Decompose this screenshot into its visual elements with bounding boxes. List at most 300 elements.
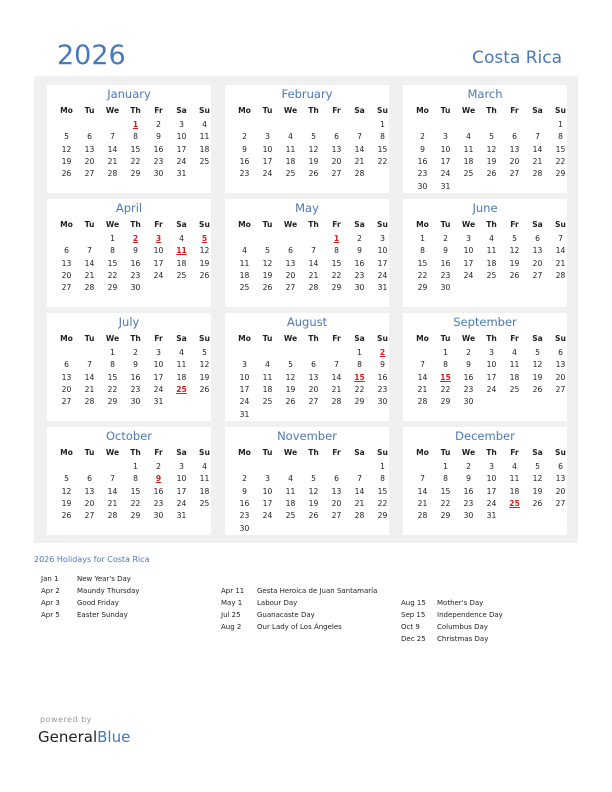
day-cell: 26 [532,384,543,394]
day-cell: 8 [443,474,448,484]
day-cell: 9 [466,360,471,370]
powered-by-label: powered by [40,715,92,724]
day-cell: 17 [377,258,388,268]
weekday-header: Sa [354,448,365,457]
day-cell: 30 [354,283,365,293]
day-cell: 7 [558,234,563,243]
day-cell: 31 [176,169,187,179]
day-cell: 29 [130,169,141,179]
day-cell: 1 [443,462,448,471]
month-january [47,85,211,193]
day-cell: 4 [179,234,184,243]
weekday-header: Fr [154,106,163,115]
day-cell: 22 [417,270,428,280]
day-cell: 20 [308,384,319,394]
day-cell: 12 [509,246,520,256]
day-cell: 11 [463,144,474,154]
day-cell: 28 [107,169,118,179]
generalblue-logo [38,728,130,746]
holiday-date: Apr 3 [41,599,60,607]
day-cell: 6 [334,474,339,484]
day-cell: 23 [153,156,164,166]
weekday-header: Fr [332,220,341,229]
holiday-day-cell: 3 [155,234,162,243]
day-cell: 23 [440,270,451,280]
day-cell: 27 [331,169,342,179]
day-cell: 21 [354,498,365,508]
day-cell: 4 [179,348,184,357]
day-cell: 2 [156,120,161,129]
day-cell: 1 [380,120,385,129]
day-cell: 4 [466,132,471,142]
day-cell: 18 [199,144,210,154]
day-cell: 19 [509,258,520,268]
day-cell: 15 [440,486,451,496]
day-cell: 16 [130,372,141,382]
day-cell: 28 [84,397,95,407]
day-cell: 27 [308,397,319,407]
day-cell: 21 [84,270,95,280]
month-name: April [115,201,143,215]
brand-general: General [38,728,98,746]
day-cell: 5 [311,474,316,484]
day-cell: 31 [440,181,451,191]
day-cell: 7 [535,132,540,142]
day-cell: 23 [239,169,250,179]
weekday-header: Th [130,106,141,115]
holiday-date: Aug 15 [401,599,426,607]
day-cell: 25 [285,169,296,179]
day-cell: 10 [262,486,273,496]
day-cell: 1 [443,348,448,357]
holiday-name: Easter Sunday [77,611,128,619]
day-cell: 8 [133,132,138,142]
holiday-name: Good Friday [77,599,119,607]
holiday-day-cell: 2 [379,348,386,357]
holiday-name: New Year's Day [77,575,131,583]
month-october [47,427,211,535]
day-cell: 8 [420,246,425,256]
weekday-header: Su [377,106,388,115]
month-december [403,427,567,535]
weekday-header: We [105,448,120,457]
weekday-header: Mo [238,106,251,115]
day-cell: 23 [354,270,365,280]
day-cell: 7 [334,360,339,370]
weekday-header: Sa [176,448,187,457]
day-cell: 2 [357,234,362,243]
holiday-day-cell: 25 [509,498,520,508]
day-cell: 29 [107,397,118,407]
day-cell: 18 [509,372,520,382]
day-cell: 23 [377,384,388,394]
day-cell: 7 [420,360,425,370]
day-cell: 4 [242,246,247,256]
day-cell: 1 [110,234,115,243]
weekday-header: Fr [154,448,163,457]
day-cell: 26 [308,511,319,521]
day-cell: 26 [486,169,497,179]
day-cell: 17 [262,498,273,508]
day-cell: 5 [512,234,517,243]
day-cell: 5 [489,132,494,142]
day-cell: 23 [153,498,164,508]
holiday-day-cell: 9 [155,474,162,484]
day-cell: 4 [265,360,270,370]
weekday-header: Tu [84,220,95,229]
day-cell: 4 [202,462,207,471]
day-cell: 29 [107,283,118,293]
month-name: September [453,315,517,329]
day-cell: 29 [377,511,388,521]
day-cell: 9 [242,144,247,154]
weekday-header: Su [377,334,388,343]
weekday-header: Fr [332,334,341,343]
day-cell: 31 [377,283,388,293]
day-cell: 16 [440,258,451,268]
weekday-header: Fr [154,334,163,343]
calendar-grid [34,76,578,543]
day-cell: 16 [130,258,141,268]
day-cell: 2 [466,462,471,471]
weekday-header: Sa [532,334,543,343]
day-cell: 12 [262,258,273,268]
day-cell: 14 [417,486,428,496]
weekday-header: We [461,448,476,457]
day-cell: 22 [377,156,388,166]
weekday-header: Fr [332,448,341,457]
weekday-header: Fr [510,220,519,229]
day-cell: 24 [262,511,273,521]
day-cell: 15 [377,486,388,496]
weekday-header: Fr [510,106,519,115]
weekday-header: Tu [262,448,273,457]
holiday-name: Gesta Heroica de Juan Santamaría [257,587,378,595]
day-cell: 14 [84,372,95,382]
day-cell: 24 [176,156,187,166]
weekday-header: Mo [416,220,429,229]
day-cell: 21 [417,384,428,394]
day-cell: 13 [61,258,72,268]
day-cell: 19 [199,372,210,382]
day-cell: 24 [176,498,187,508]
day-cell: 13 [84,486,95,496]
day-cell: 22 [331,270,342,280]
month-name: October [105,429,153,443]
weekday-header: Sa [532,106,543,115]
weekday-header: Tu [440,106,451,115]
day-cell: 26 [199,270,210,280]
day-cell: 26 [199,384,210,394]
day-cell: 9 [242,486,247,496]
day-cell: 11 [199,132,210,142]
day-cell: 15 [107,258,118,268]
day-cell: 5 [311,132,316,142]
day-cell: 2 [242,132,247,142]
day-cell: 26 [509,270,520,280]
day-cell: 22 [130,498,141,508]
day-cell: 24 [239,397,250,407]
day-cell: 1 [357,348,362,357]
weekday-header: We [283,334,298,343]
day-cell: 10 [176,474,187,484]
holiday-day-cell: 25 [176,384,187,394]
day-cell: 11 [239,258,250,268]
day-cell: 9 [357,246,362,256]
day-cell: 17 [153,372,164,382]
weekday-header: Th [486,448,497,457]
day-cell: 14 [331,372,342,382]
day-cell: 23 [417,169,428,179]
day-cell: 3 [466,234,471,243]
weekday-header: Sa [176,220,187,229]
weekday-header: Mo [60,106,73,115]
holiday-name: Christmas Day [437,635,489,643]
day-cell: 11 [509,360,520,370]
day-cell: 27 [61,397,72,407]
weekday-header: We [105,334,120,343]
day-cell: 7 [311,246,316,256]
weekday-header: Fr [510,334,519,343]
month-name: August [286,315,328,329]
day-cell: 16 [417,156,428,166]
day-cell: 3 [242,360,247,370]
holiday-date: Jan 1 [41,575,59,583]
weekday-header: Tu [84,106,95,115]
weekday-header: We [283,106,298,115]
day-cell: 17 [176,486,187,496]
day-cell: 22 [107,384,118,394]
month-name: May [295,201,319,215]
day-cell: 18 [199,486,210,496]
weekday-header: Sa [532,220,543,229]
day-cell: 20 [555,486,566,496]
month-april [47,199,211,307]
weekday-header: Su [555,448,566,457]
day-cell: 9 [380,360,385,370]
day-cell: 20 [84,498,95,508]
day-cell: 31 [486,511,497,521]
day-cell: 15 [555,144,566,154]
day-cell: 12 [486,144,497,154]
page-title-year: 2026 [57,40,126,71]
day-cell: 12 [199,360,210,370]
day-cell: 30 [463,511,474,521]
day-cell: 27 [61,283,72,293]
holiday-date: May 1 [221,599,243,607]
day-cell: 4 [202,120,207,129]
month-november [225,427,389,535]
day-cell: 11 [176,360,187,370]
brand-blue: Blue [97,728,131,746]
day-cell: 15 [130,144,141,154]
day-cell: 30 [463,397,474,407]
day-cell: 10 [153,360,164,370]
day-cell: 2 [156,462,161,471]
day-cell: 20 [285,270,296,280]
holiday-date: Oct 9 [401,623,420,631]
weekday-header: Sa [176,106,187,115]
day-cell: 14 [354,144,365,154]
holiday-name: Columbus Day [437,623,488,631]
day-cell: 25 [239,283,250,293]
day-cell: 14 [107,144,118,154]
month-september [403,313,567,421]
day-cell: 22 [354,384,365,394]
day-cell: 12 [532,360,543,370]
day-cell: 24 [486,384,497,394]
weekday-header: Fr [510,448,519,457]
day-cell: 6 [334,132,339,142]
day-cell: 28 [417,397,428,407]
day-cell: 13 [532,246,543,256]
day-cell: 25 [463,169,474,179]
day-cell: 13 [555,474,566,484]
day-cell: 4 [288,132,293,142]
day-cell: 18 [285,156,296,166]
day-cell: 5 [64,132,69,142]
day-cell: 28 [532,169,543,179]
day-cell: 25 [176,270,187,280]
day-cell: 27 [555,498,566,508]
day-cell: 14 [555,246,566,256]
day-cell: 6 [64,360,69,370]
day-cell: 20 [532,258,543,268]
day-cell: 24 [486,498,497,508]
day-cell: 13 [555,360,566,370]
day-cell: 6 [535,234,540,243]
day-cell: 25 [199,156,210,166]
day-cell: 7 [357,132,362,142]
day-cell: 5 [265,246,270,256]
weekday-header: Th [486,334,497,343]
day-cell: 9 [133,246,138,256]
day-cell: 30 [440,283,451,293]
holiday-date: Dec 25 [401,635,426,643]
day-cell: 16 [153,486,164,496]
day-cell: 17 [486,486,497,496]
weekday-header: Sa [354,334,365,343]
day-cell: 18 [176,372,187,382]
day-cell: 13 [285,258,296,268]
day-cell: 28 [417,511,428,521]
day-cell: 12 [61,144,72,154]
day-cell: 9 [466,474,471,484]
day-cell: 21 [354,156,365,166]
month-name: July [118,315,140,329]
day-cell: 29 [440,511,451,521]
day-cell: 22 [440,384,451,394]
day-cell: 10 [486,360,497,370]
day-cell: 5 [288,360,293,370]
day-cell: 3 [179,462,184,471]
weekday-header: Tu [440,220,451,229]
day-cell: 1 [133,462,138,471]
weekday-header: Mo [416,106,429,115]
day-cell: 30 [130,397,141,407]
day-cell: 29 [130,511,141,521]
day-cell: 15 [107,372,118,382]
day-cell: 28 [354,511,365,521]
weekday-header: We [105,220,120,229]
day-cell: 7 [110,474,115,484]
day-cell: 20 [61,384,72,394]
country-name: Costa Rica [472,48,562,68]
day-cell: 5 [202,348,207,357]
day-cell: 9 [420,144,425,154]
weekday-header: Tu [440,334,451,343]
holiday-name: Maundy Thursday [77,587,140,595]
day-cell: 19 [61,156,72,166]
day-cell: 21 [417,498,428,508]
day-cell: 14 [107,486,118,496]
day-cell: 16 [354,258,365,268]
weekday-header: Sa [176,334,187,343]
holiday-day-cell: 1 [333,234,340,243]
day-cell: 4 [512,462,517,471]
day-cell: 16 [239,498,250,508]
day-cell: 28 [84,283,95,293]
day-cell: 21 [308,270,319,280]
day-cell: 21 [107,156,118,166]
day-cell: 11 [199,474,210,484]
day-cell: 10 [153,246,164,256]
day-cell: 7 [87,246,92,256]
day-cell: 19 [532,372,543,382]
day-cell: 12 [61,486,72,496]
holiday-name: Mother's Day [437,599,484,607]
day-cell: 15 [130,486,141,496]
weekday-header: Tu [262,106,273,115]
day-cell: 16 [463,372,474,382]
weekday-header: Th [308,448,319,457]
month-name: November [277,429,337,443]
day-cell: 20 [84,156,95,166]
day-cell: 17 [153,258,164,268]
day-cell: 20 [61,270,72,280]
day-cell: 27 [84,169,95,179]
day-cell: 6 [288,246,293,256]
weekday-header: Th [486,106,497,115]
day-cell: 5 [535,462,540,471]
weekday-header: Mo [60,334,73,343]
holiday-date: Apr 2 [41,587,60,595]
day-cell: 30 [153,169,164,179]
day-cell: 14 [417,372,428,382]
day-cell: 27 [285,283,296,293]
day-cell: 28 [555,270,566,280]
day-cell: 3 [489,462,494,471]
weekday-header: Th [308,220,319,229]
day-cell: 22 [377,498,388,508]
day-cell: 6 [512,132,517,142]
weekday-header: Fr [332,106,341,115]
day-cell: 2 [420,132,425,142]
day-cell: 15 [331,258,342,268]
day-cell: 2 [466,348,471,357]
day-cell: 6 [558,348,563,357]
day-cell: 12 [308,486,319,496]
holiday-day-cell: 1 [132,120,139,129]
day-cell: 1 [420,234,425,243]
weekday-header: Mo [60,220,73,229]
day-cell: 9 [443,246,448,256]
weekday-header: Fr [154,220,163,229]
weekday-header: We [105,106,120,115]
holiday-date: Aug 2 [221,623,242,631]
day-cell: 14 [308,258,319,268]
day-cell: 6 [311,360,316,370]
